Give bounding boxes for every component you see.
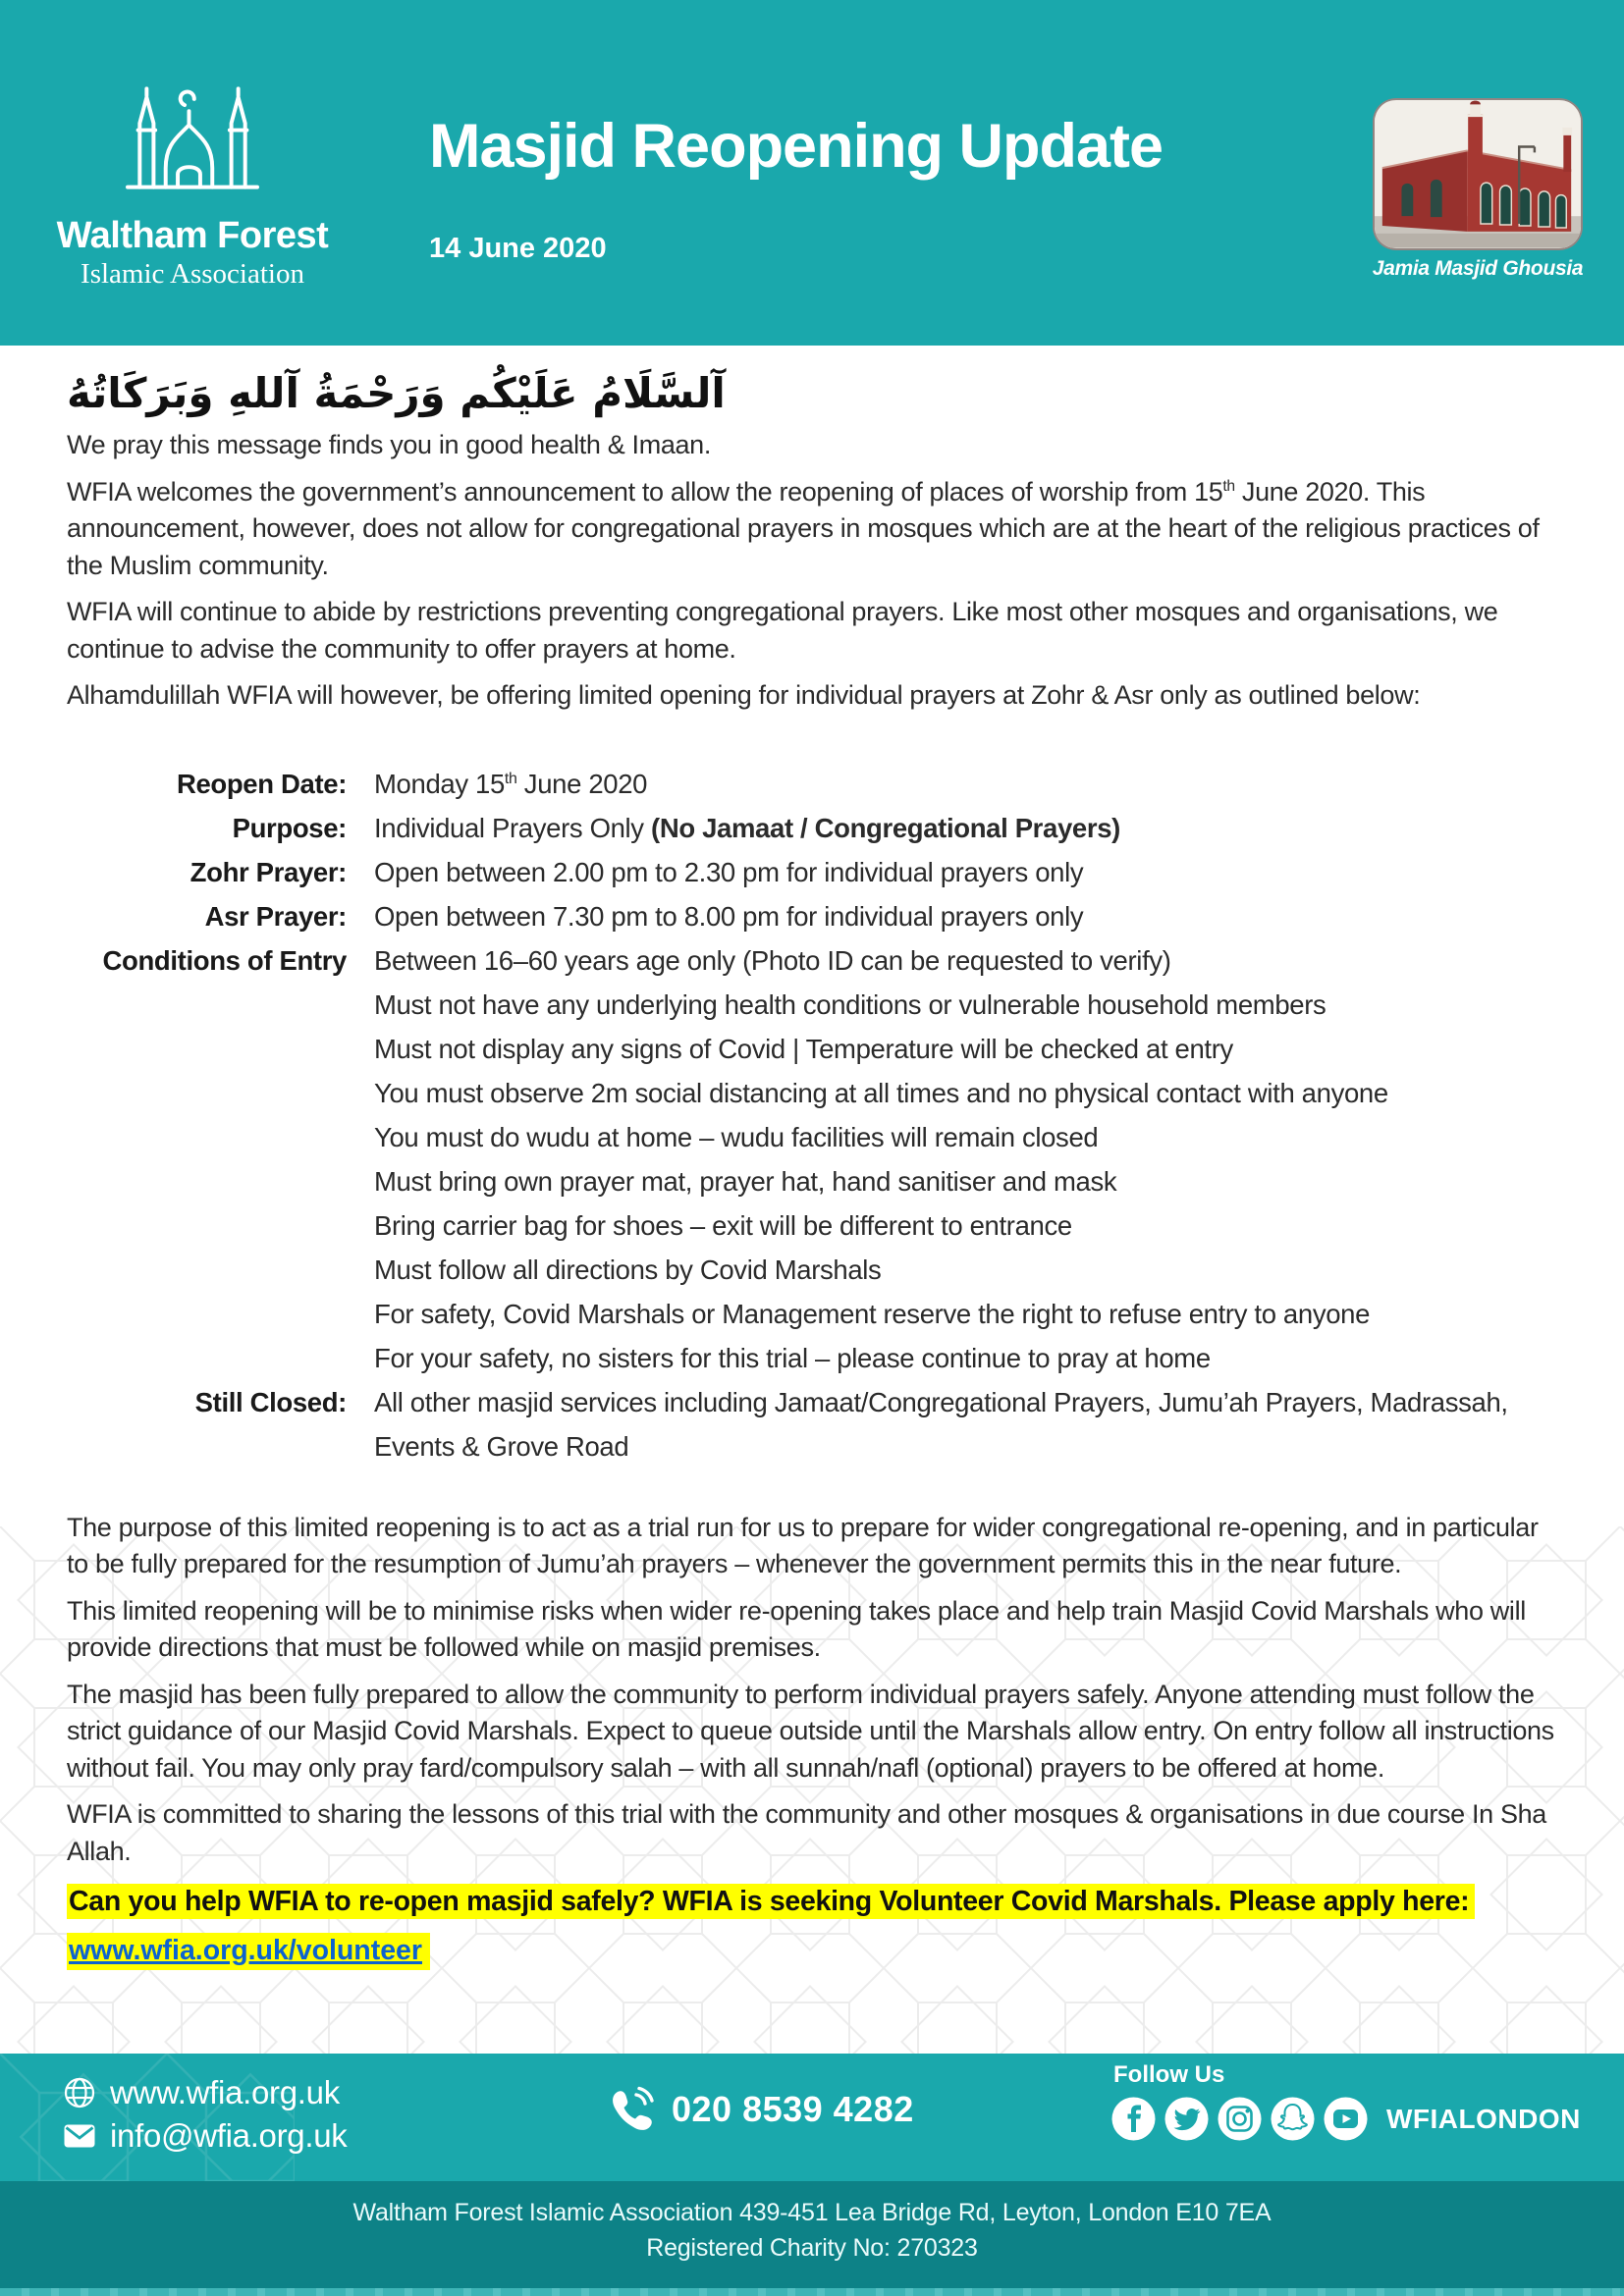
volunteer-callout — [67, 1882, 1555, 1922]
social-icons-row — [1111, 2097, 1581, 2141]
wfia-logo — [45, 77, 340, 291]
follow-us-label: Follow Us — [1113, 2061, 1225, 2088]
condition-item: Between 16–60 years age only (Photo ID can be requested to verify) — [374, 944, 1171, 976]
instagram-icon — [1218, 2097, 1262, 2141]
condition-item: You must do wudu at home – wudu facilities will remain closed — [374, 1121, 1099, 1152]
zohr-prayer-label: Zohr Prayer: — [189, 856, 347, 887]
social-handle: WFIALONDON — [1386, 2103, 1581, 2134]
logo-subtitle: Islamic Association — [81, 258, 304, 290]
footer-bottom-strip — [0, 2288, 1624, 2296]
condition-item: Must follow all directions by Covid Marshals — [374, 1254, 882, 1285]
condition-item: Must bring own prayer mat, prayer hat, hand sanitiser and mask — [374, 1165, 1117, 1197]
website-row — [63, 2071, 347, 2114]
volunteer-link-line — [67, 1931, 1555, 1971]
condition-item: For safety, Covid Marshals or Management reserve the right to refuse entry to anyone — [374, 1298, 1371, 1329]
globe-icon — [63, 2076, 96, 2109]
email-row — [63, 2114, 347, 2158]
volunteer-highlight-text: Can you help WFIA to re-open masjid safely? WFIA is seeking Volunteer Covid Marshals. Please apply here: — [67, 1884, 1475, 1919]
address-line: Waltham Forest Islamic Association 439-451 Lea Bridge Rd, Leyton, London E10 7EA — [352, 2199, 1272, 2226]
youtube-icon — [1324, 2097, 1368, 2141]
asr-prayer-label: Asr Prayer: — [204, 900, 347, 932]
footer-contact-band — [0, 2054, 1624, 2181]
arabic-greeting: آلسَّلَامُ عَلَيْكُم وَرَحْمَةُ آللهِ وَبَرَكَاتُهُ — [67, 369, 726, 417]
purpose-label: Purpose: — [232, 812, 347, 843]
asr-prayer-value: Open between 7.30 pm to 8.00 pm for individual prayers only — [374, 900, 1084, 932]
intro-paragraph: We pray this message finds you in good health & Imaan. — [67, 430, 711, 459]
page-title: Masjid Reopening Update — [429, 112, 1164, 181]
date-label: 14 June 2020 — [429, 233, 607, 264]
header-banner — [0, 0, 1624, 346]
charity-number: Registered Charity No: 270323 — [646, 2234, 978, 2262]
paragraph-minimise-risks: This limited reopening will be to minimise risks when wider re-opening takes place and help train Masjid Covid Marshals who will provide directions that must be followed while on masjid premises. — [67, 1595, 1526, 1662]
email-address: info@wfia.org.uk — [110, 2117, 348, 2154]
conditions-label: Conditions of Entry — [102, 944, 347, 976]
facebook-icon — [1111, 2097, 1156, 2141]
condition-item: For your safety, no sisters for this trial – please continue to pray at home — [374, 1342, 1211, 1373]
reopen-date-value: Monday 15th June 2020 — [374, 768, 648, 799]
email-icon — [63, 2123, 96, 2149]
phone-block — [607, 2086, 914, 2133]
paragraph-sharing-lessons: WFIA is committed to sharing the lessons of this trial with the community and other mosques & organisations in due course In Sha Allah. — [67, 1799, 1546, 1866]
masjid-photo-illustration — [1375, 100, 1581, 248]
zohr-prayer-value: Open between 2.00 pm to 2.30 pm for individual prayers only — [374, 856, 1084, 887]
condition-item: Bring carrier bag for shoes – exit will be different to entrance — [374, 1209, 1072, 1241]
footer-address-band — [0, 2181, 1624, 2288]
logo-title: Waltham Forest — [56, 215, 329, 256]
footer — [0, 2054, 1624, 2296]
paragraph-guidance: The masjid has been fully prepared to allow the community to perform individual prayers safely. Anyone attending must follow the strict guidance of our Masjid Covid Marshals. Expect to queue outside until the Marshals allow entry. On entry follow all instructions without fail. You may only pray fard/compulsory salah – with all sunnah/nafl (optional) prayers to be offered at home. — [67, 1679, 1554, 1783]
document-body — [0, 346, 1624, 1971]
mosque-logo-icon — [89, 77, 296, 206]
condition-item: Must not have any underlying health conditions or vulnerable household members — [374, 988, 1326, 1020]
paragraph-trial-purpose: The purpose of this limited reopening is to act as a trial run for us to prepare for wider congregational re-opening, and in particular to be fully prepared for the resumption of Jumu’ah prayers – whenever the government permits this in the near future. — [67, 1512, 1539, 1578]
phone-number: 020 8539 4282 — [672, 2089, 914, 2129]
follow-us-block — [1111, 2061, 1581, 2141]
condition-item: Must not display any signs of Covid | Temperature will be checked at entry — [374, 1033, 1233, 1064]
photo-caption: Jamia Masjid Ghousia — [1372, 257, 1584, 280]
conditions-list — [374, 938, 1555, 1380]
paragraph-limited-opening: Alhamdulillah WFIA will however, be offering limited opening for individual prayers at Zohr & Asr only as outlined below: — [67, 680, 1421, 710]
title-block — [429, 112, 1164, 265]
condition-item: You must observe 2m social distancing at all times and no physical contact with anyone — [374, 1077, 1388, 1108]
still-closed-value: All other masjid services including Jamaat/Congregational Prayers, Jumu’ah Prayers, Madrassah, Events & Grove Road — [374, 1386, 1508, 1462]
paragraph-restrictions: WFIA will continue to abide by restrictions preventing congregational prayers. Like most other mosques and organisations, we continue to advise the community to offer prayers at home. — [67, 597, 1498, 664]
snapchat-icon — [1271, 2097, 1315, 2141]
still-closed-label: Still Closed: — [194, 1386, 347, 1417]
volunteer-link[interactable]: www.wfia.org.uk/volunteer — [67, 1933, 430, 1970]
masjid-photo — [1373, 98, 1583, 250]
paragraph-announcement: WFIA welcomes the government’s announcement to allow the reopening of places of worship from 15th June 2020. This announcement, however, does not allow for congregational prayers in mosques which are at the heart of the religious practices of the Muslim community. — [67, 476, 1540, 580]
website-url: www.wfia.org.uk — [110, 2074, 340, 2110]
reopen-date-label: Reopen Date: — [176, 768, 347, 799]
reopening-info-table — [67, 762, 1555, 1468]
twitter-icon — [1164, 2097, 1209, 2141]
phone-icon — [607, 2086, 656, 2133]
purpose-value: Individual Prayers Only (No Jamaat / Congregational Prayers) — [374, 812, 1120, 843]
contact-block — [63, 2071, 347, 2158]
